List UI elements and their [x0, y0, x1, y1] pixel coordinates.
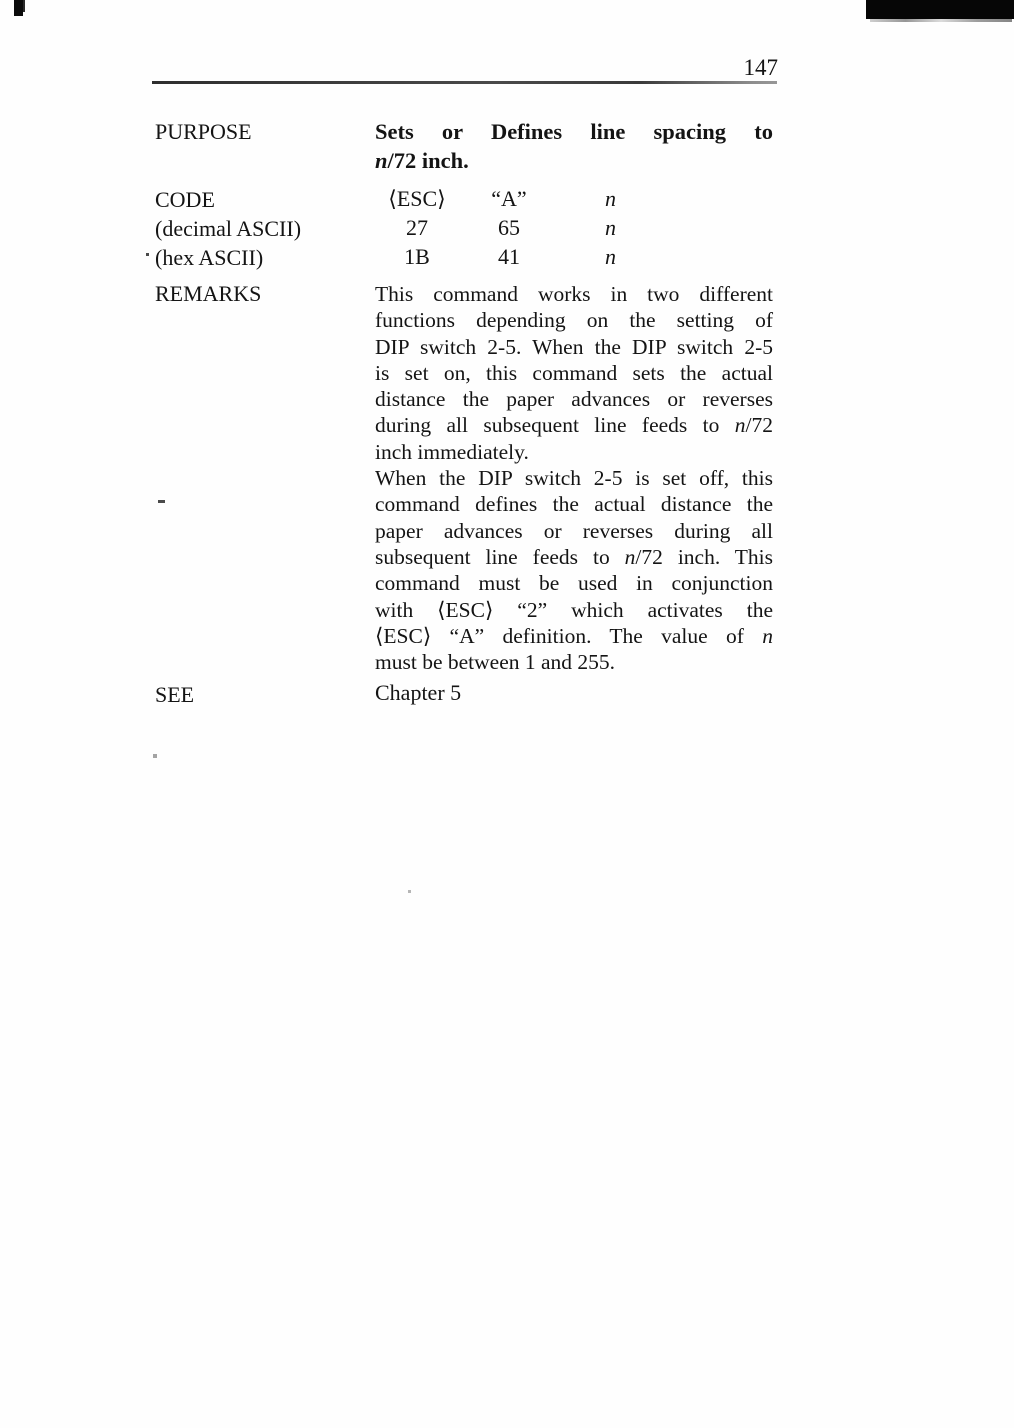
purpose-heading-rest: /72 inch. — [387, 148, 469, 173]
header-rule — [152, 81, 777, 84]
code-section — [155, 185, 777, 272]
hex-n-cell: n — [605, 244, 616, 269]
purpose-heading-line2 — [375, 146, 773, 175]
purpose-text — [375, 117, 773, 175]
binder-tab-smudge — [870, 19, 1012, 22]
purpose-n-variable: n — [375, 148, 388, 173]
remarks-line: inch immediately. — [375, 439, 529, 464]
remarks-line: subsequent line feeds to n/72 inch. This — [375, 544, 773, 569]
code-label: CODE — [155, 187, 215, 212]
n-variable: n — [762, 623, 773, 648]
page-number: 147 — [743, 55, 778, 80]
hex-char-cell: 41 — [498, 244, 520, 269]
code-row-decimal — [155, 214, 777, 243]
scan-speck — [408, 890, 411, 893]
remarks-line: paper advances or reverses during all — [375, 518, 773, 543]
see-section — [155, 680, 777, 709]
decimal-n-cell: n — [605, 215, 616, 240]
scan-speck — [153, 754, 157, 758]
remarks-line: must be between 1 and 255. — [375, 650, 616, 675]
see-label: SEE — [155, 682, 195, 708]
remarks-line: is set on, this command sets the actual — [375, 360, 773, 385]
code-n-cell: n — [605, 186, 616, 211]
remarks-line: This command works in two different — [375, 282, 773, 306]
code-row-hex — [155, 243, 777, 272]
decimal-ascii-label: (decimal ASCII) — [155, 216, 302, 241]
remarks-text — [375, 281, 773, 675]
remarks-line: distance the paper advances or reverses — [375, 387, 773, 412]
binder-tab-top-right — [866, 0, 1014, 19]
scan-speck — [146, 253, 149, 256]
hex-esc-cell: 1B — [404, 244, 430, 269]
remarks-label: REMARKS — [155, 281, 262, 306]
purpose-heading-line1: Sets or Defines line spacing to — [375, 119, 773, 144]
remarks-line: functions depending on the setting of — [375, 308, 773, 333]
remarks-line: during all subsequent line feeds to n/72 — [375, 413, 773, 438]
remarks-section — [155, 281, 777, 675]
hex-ascii-label: (hex ASCII) — [155, 245, 264, 270]
n-variable: n — [624, 544, 636, 569]
remarks-line: When the DIP switch 2-5 is set off, this — [375, 466, 773, 491]
code-char-cell: “A” — [491, 186, 527, 211]
n-variable: n — [734, 413, 746, 438]
page-content — [155, 117, 777, 709]
remarks-line: ⟨ESC⟩ “A” definition. The value of n — [375, 623, 773, 648]
code-row — [155, 185, 777, 214]
binder-mark-top-left — [14, 0, 23, 16]
see-reference: Chapter 5 — [375, 680, 462, 706]
purpose-section — [155, 117, 777, 175]
code-esc-cell: ⟨ESC⟩ — [388, 186, 446, 211]
decimal-char-cell: 65 — [498, 215, 520, 240]
decimal-esc-cell: 27 — [406, 215, 428, 240]
remarks-line: with ⟨ESC⟩ “2” which activates the — [375, 597, 773, 622]
remarks-line: DIP switch 2-5. When the DIP switch 2-5 — [375, 334, 773, 359]
binder-mark-top-left-tail — [23, 0, 25, 12]
remarks-line: command defines the actual distance the — [375, 492, 773, 517]
purpose-label: PURPOSE — [155, 119, 252, 144]
remarks-line: command must be used in conjunction — [375, 571, 773, 596]
